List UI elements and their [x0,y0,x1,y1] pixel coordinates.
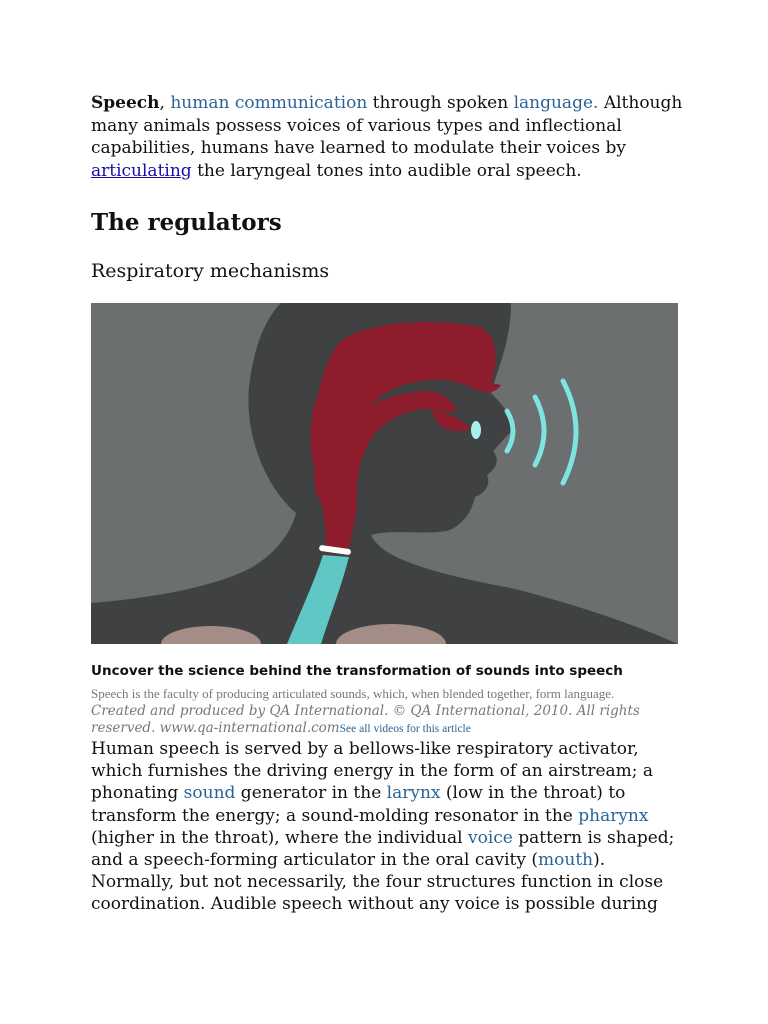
intro-text-1: , [159,93,171,113]
link-larynx[interactable]: larynx [386,783,441,804]
intro-text-2: through spoken [367,93,514,113]
credit-text: Created and produced by QA International. © QA International, 2010. All rights reserved. www.qa-international.com [91,703,640,736]
link-mouth[interactable]: mouth [538,850,594,871]
link-voice[interactable]: voice [467,827,513,848]
intro-text-3: Although many animals possess voices of various types and inflectional capabilities, humans have learned to modulate their voices by [91,93,683,158]
section-heading: The regulators [91,209,282,236]
link-pharynx[interactable]: pharynx [578,805,649,826]
body-text-3: (low in the throat) to transform the energy; a sound-molding resonator in the [91,783,626,826]
figure-caption-description: Speech is the faculty of producing articulated sounds, which, when blended together, form language. [91,686,615,701]
figure-caption-title: Uncover the science behind the transformation of sounds into speech [91,663,623,679]
body-text-2: generator in the [235,783,387,804]
link-articulating[interactable]: articulating [91,160,192,181]
intro-paragraph [91,92,691,182]
vocal-tract-illustration [91,303,678,644]
link-human-communication[interactable]: human communication [170,93,368,113]
body-text-4: (higher in the throat), where the individual [91,827,468,848]
term-speech: Speech [91,93,160,113]
subsection-heading: Respiratory mechanisms [91,260,330,282]
figure-credit [91,703,651,738]
body-text-1: Human speech is served by a bellows-like respiratory activator, which furnishes the driving energy in the form of an airstream; a phonating [91,739,654,804]
see-all-videos-link[interactable]: See all videos for this article [339,723,471,735]
body-text-5: pattern is shaped; and a speech-forming articulator in the oral cavity ( [91,827,675,871]
link-sound[interactable]: sound [183,783,236,804]
body-paragraph [91,738,691,916]
sound-source [471,421,481,439]
link-language[interactable]: language. [513,93,599,113]
body-text-6: ). Normally, but not necessarily, the four structures function in close coordination. Audible speech without any voice is possible during [91,850,664,915]
speech-video-thumbnail[interactable] [91,303,678,644]
intro-text-4: the laryngeal tones into audible oral speech. [191,160,582,181]
